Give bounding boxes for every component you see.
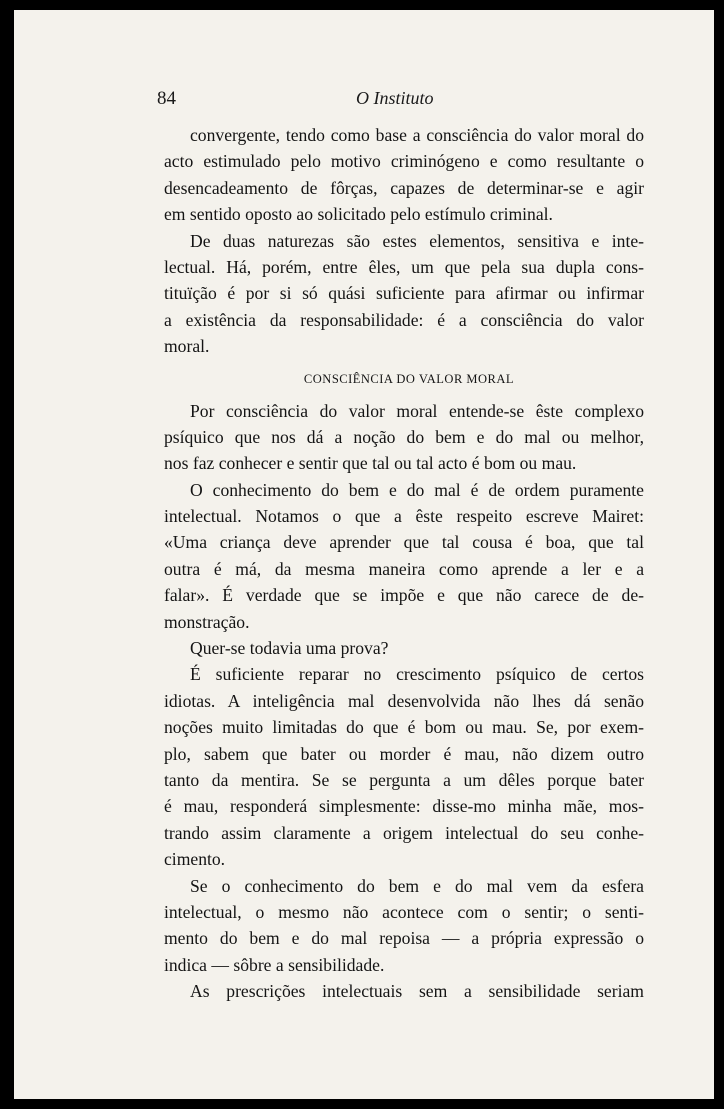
- text-line: tituïção é por si só quási suficiente para afirmar ou infirmar: [164, 283, 644, 304]
- text-line: Quer-se todavia uma prova?: [190, 638, 389, 659]
- text-line: outra é má, da mesma maneira como aprende a ler e a: [164, 558, 644, 579]
- book-page: [14, 10, 714, 1099]
- text-line: O conhecimento do bem e do mal é de ordem puramente: [190, 479, 644, 500]
- text-line: As prescrições intelectuais sem a sensibilidade seriam: [190, 981, 644, 1002]
- text-line: intelectual. Notamos o que a êste respeito escreve Mairet:: [164, 506, 644, 527]
- body-text: [164, 122, 644, 1005]
- paragraph: [164, 228, 644, 360]
- text-line: lectual. Há, porém, entre êles, um que pela sua dupla cons-: [164, 256, 644, 277]
- paragraph: [164, 873, 644, 979]
- text-line: plo, sabem que bater ou morder é mau, não dizem outro: [164, 743, 644, 764]
- text-line: idiotas. A inteligência mal desenvolvida não lhes dá senão: [164, 690, 644, 711]
- text-before-heading: [164, 122, 644, 360]
- text-line: Por consciência do valor moral entende-se êste complexo: [190, 400, 644, 421]
- text-line: convergente, tendo como base a consciência do valor moral do: [190, 125, 644, 145]
- text-line: noções muito limitadas do que é bom ou mau. Se, por exem-: [164, 717, 644, 738]
- paragraph: [164, 477, 644, 635]
- running-title: O Instituto: [356, 88, 434, 108]
- text-line: «Uma criança deve aprender que tal cousa é boa, que tal: [164, 532, 644, 553]
- text-line: mento do bem e do mal repoisa — a própria expressão o: [164, 928, 644, 949]
- page-header: [14, 88, 714, 118]
- text-line: De duas naturezas são estes elementos, sensitiva e inte-: [190, 230, 644, 251]
- text-line: acto estimulado pelo motivo criminógeno e como resultante o: [164, 151, 644, 172]
- paragraph: [164, 635, 644, 661]
- text-line: tanto da mentira. Se se pergunta a um dêles porque bater: [164, 769, 644, 790]
- text-line: É suficiente reparar no crescimento psíquico de certos: [190, 664, 644, 685]
- page-number: 84: [157, 88, 176, 109]
- text-line: psíquico que nos dá a noção do bem e do mal ou melhor,: [164, 426, 644, 447]
- text-line: indica — sôbre a sensibilidade.: [164, 954, 385, 975]
- text-line: Se o conhecimento do bem e do mal vem da esfera: [190, 875, 644, 896]
- text-line: nos faz conhecer e sentir que tal ou tal acto é bom ou mau.: [164, 453, 577, 474]
- paragraph: [164, 122, 644, 228]
- text-line: cimento.: [164, 849, 226, 870]
- text-line: trando assim claramente a origem intelectual do seu conhe-: [164, 822, 644, 843]
- section-heading: CONSCIÊNCIA DO VALOR MORAL: [303, 371, 515, 386]
- text-line: em sentido oposto ao solicitado pelo estímulo criminal.: [164, 204, 553, 225]
- paragraph: [164, 978, 644, 1004]
- text-line: moral.: [164, 336, 210, 357]
- text-line: desencadeamento de fôrças, capazes de determinar-se e agir: [164, 177, 644, 198]
- text-line: a existência da responsabilidade: é a consciência do valor: [164, 309, 644, 330]
- text-line: monstração.: [164, 611, 250, 632]
- paragraph: [164, 398, 644, 477]
- paragraph: [164, 661, 644, 872]
- text-line: falar». É verdade que se impõe e que não carece de de-: [164, 585, 644, 606]
- text-line: intelectual, o mesmo não acontece com o sentir; o senti-: [164, 901, 644, 922]
- text-line: é mau, responderá simplesmente: disse-mo minha mãe, mos-: [164, 796, 644, 817]
- text-after-heading: [164, 398, 644, 1005]
